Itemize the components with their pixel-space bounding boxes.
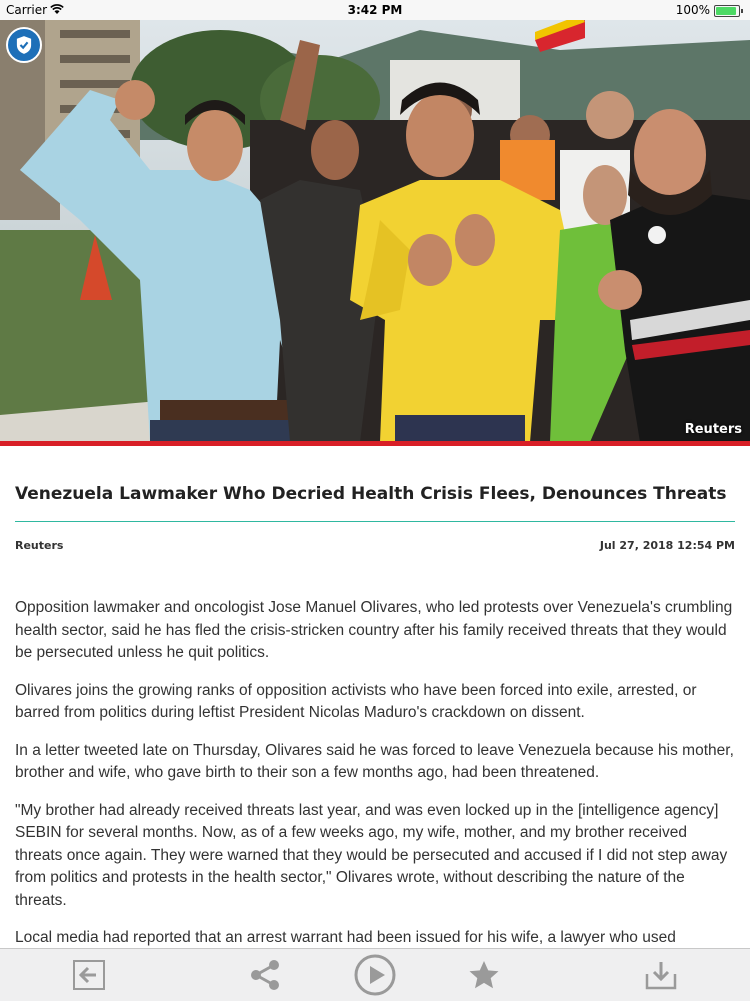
battery-percent: 100% — [675, 3, 710, 17]
download-icon — [645, 960, 677, 990]
share-button[interactable] — [245, 949, 285, 1001]
article-paragraph: Local media had reported that an arrest warrant had been issued for his wife, a lawyer who used — [15, 929, 676, 946]
title-divider — [15, 521, 735, 522]
hero-photo — [0, 20, 750, 442]
hero-accent-bar — [0, 441, 750, 446]
article-paragraph: "My brother had already received threats last year, and was even locked up in the [intelligence agency] SEBIN for several months. Now, as of a few weeks ago, my wife, mother, and my brother received threats once again. They were warned that they would be persecuted and accused if I did not step away from politics and protests in the health sector," Olivares wrote, without describing the nature of the threats. — [15, 801, 728, 909]
share-icon — [248, 958, 282, 992]
article-source: Reuters — [15, 539, 64, 552]
battery-icon — [714, 5, 740, 17]
back-button[interactable] — [68, 949, 110, 1001]
favorite-button[interactable] — [463, 949, 505, 1001]
save-offline-button[interactable] — [640, 949, 682, 1001]
photo-credit: Reuters — [684, 422, 742, 437]
article-title: Venezuela Lawmaker Who Decried Health Crisis Flees, Denounces Threats — [15, 484, 727, 504]
back-arrow-icon — [73, 960, 105, 990]
star-icon — [468, 959, 500, 991]
bottom-toolbar — [0, 948, 750, 1001]
article-paragraph: Olivares joins the growing ranks of opposition activists who have been forced into exile, arrested, or barred from politics during leftist President Nicolas Maduro's crackdown on dissent. — [15, 681, 697, 721]
play-button[interactable] — [350, 949, 400, 1001]
article-paragraph: Opposition lawmaker and oncologist Jose Manuel Olivares, who led protests over Venezuela's crumbling health sector, said he has fled the crisis-stricken country after his family received threats that they would be persecuted unless he quit politics. — [15, 599, 733, 661]
article-body — [15, 597, 737, 965]
shield-icon[interactable] — [6, 27, 42, 63]
article-hero-image — [0, 20, 750, 442]
play-icon — [354, 954, 396, 996]
status-bar — [0, 0, 750, 20]
carrier-label: Carrier — [6, 3, 48, 17]
article-paragraph: In a letter tweeted late on Thursday, Olivares said he was forced to leave Venezuela because his mother, brother and wife, who gave birth to their son a few months ago, had been threatened. — [15, 741, 734, 781]
clock: 3:42 PM — [347, 3, 403, 17]
article-date: Jul 27, 2018 12:54 PM — [599, 539, 735, 552]
